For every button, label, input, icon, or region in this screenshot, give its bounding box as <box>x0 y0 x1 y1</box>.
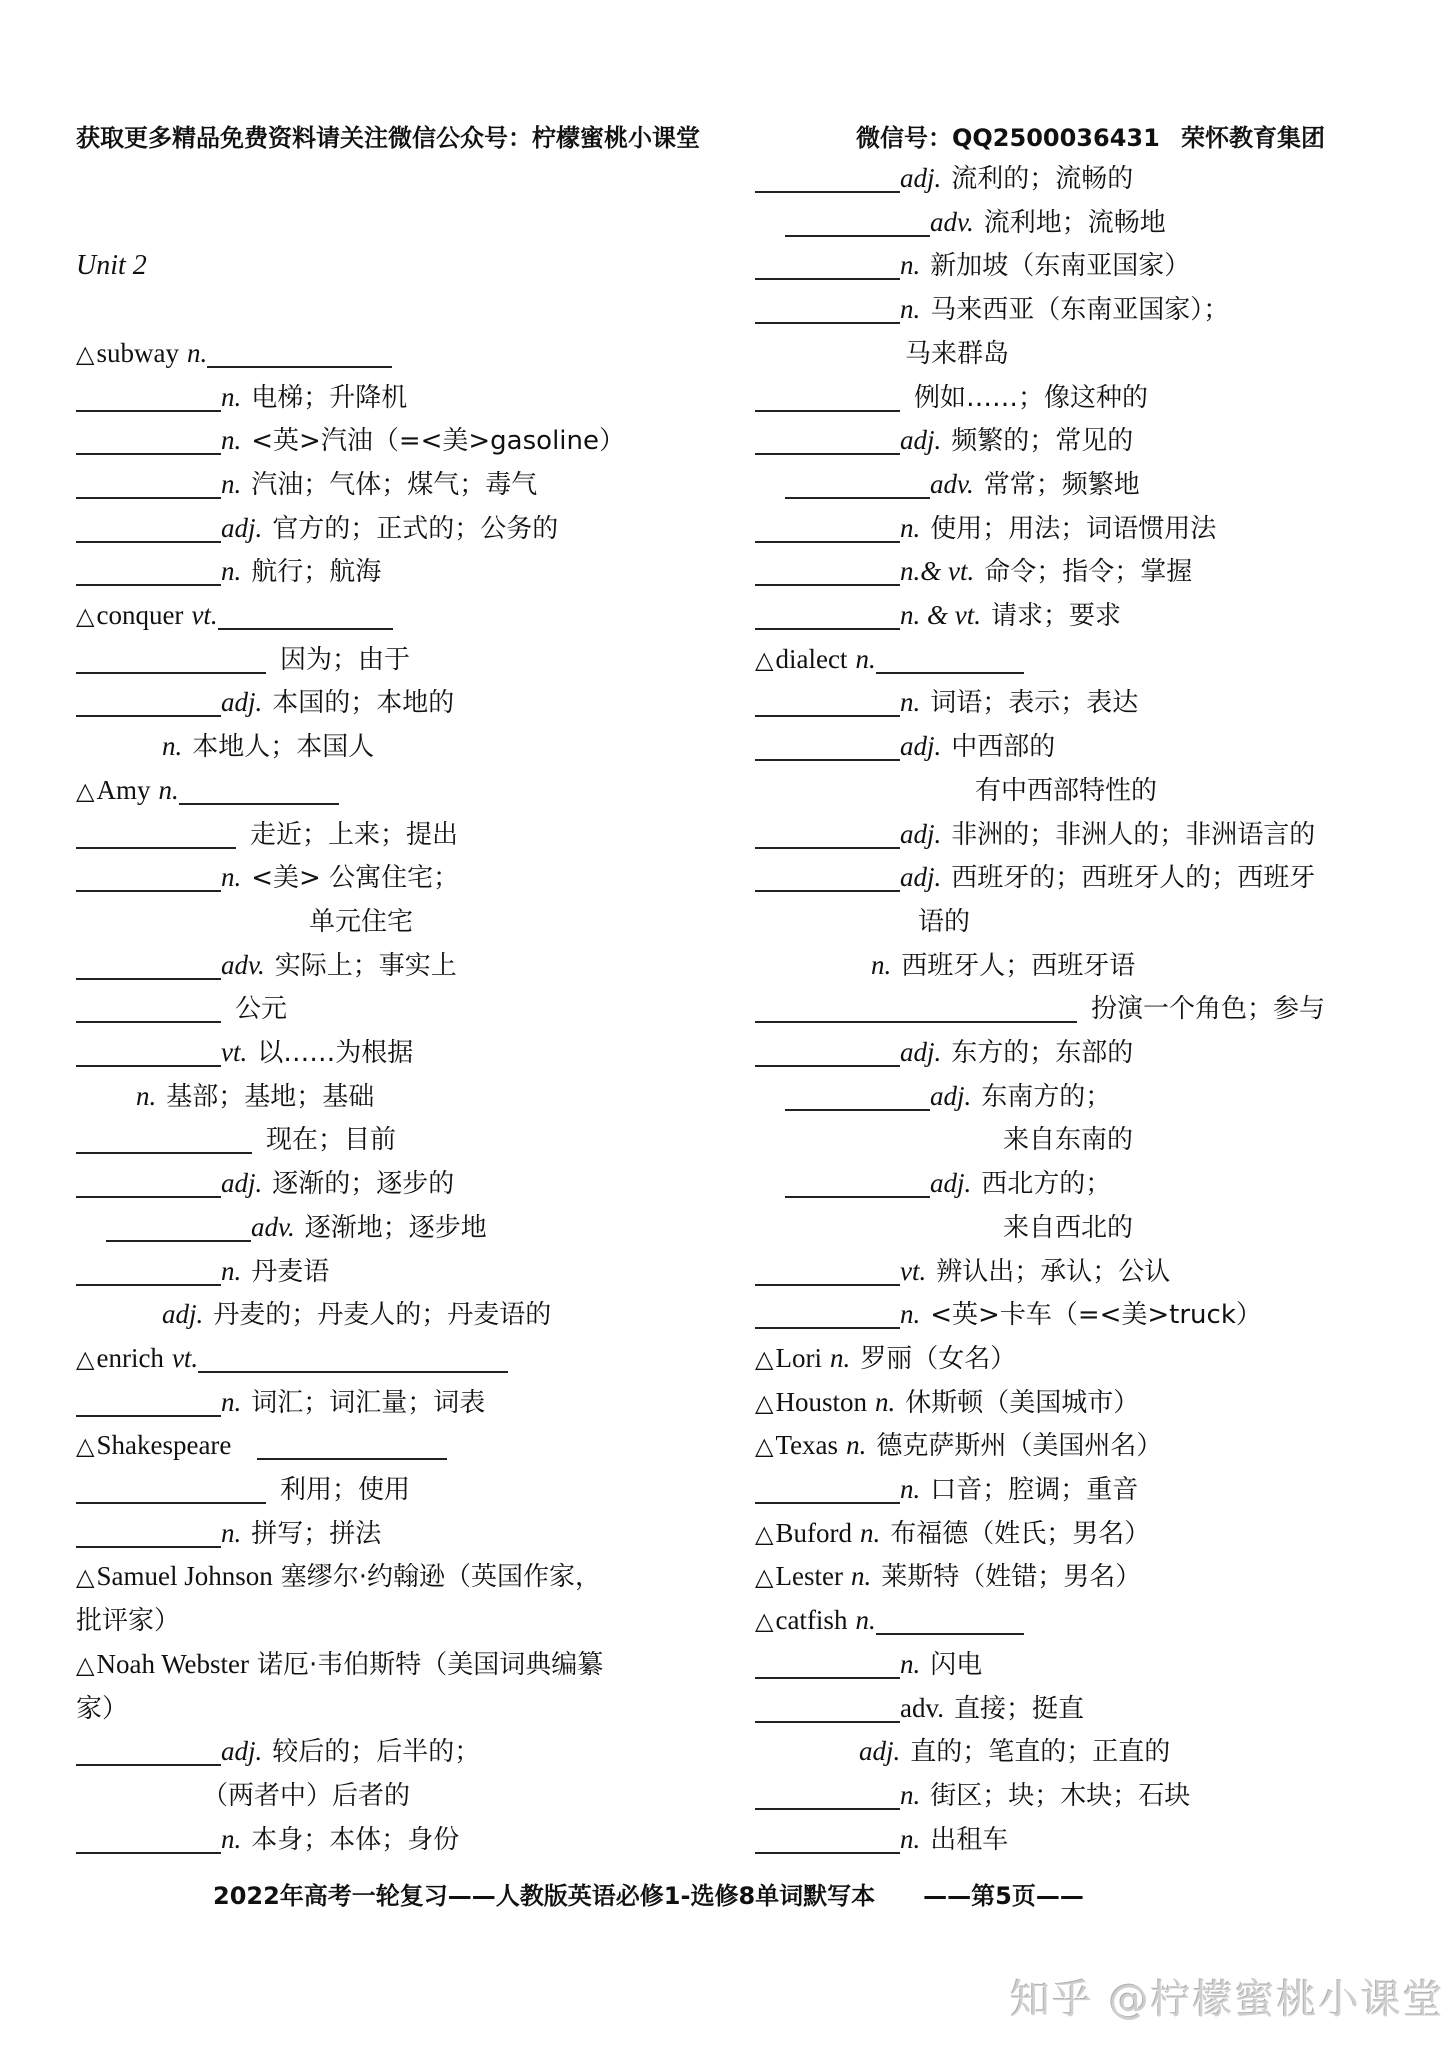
answer-blank[interactable] <box>755 423 900 455</box>
vocab-row <box>76 1469 410 1509</box>
chinese-meaning: 使用；用法；词语惯用法 <box>930 513 1217 544</box>
header-org-name: 荣怀教育集团 <box>1181 124 1325 152</box>
vocab-row <box>76 420 625 460</box>
headword: conquer <box>96 600 184 630</box>
answer-blank[interactable] <box>76 642 266 674</box>
part-of-speech: n. <box>900 1779 921 1810</box>
part-of-speech: n. <box>186 337 208 368</box>
headword: Noah Webster <box>96 1648 250 1679</box>
part-of-speech: n. <box>221 381 242 412</box>
vocab-row <box>785 464 1140 504</box>
part-of-speech: vt. <box>191 600 218 630</box>
zhihu-watermark: 知乎 @柠檬蜜桃小课堂 <box>1010 1977 1445 2023</box>
answer-blank[interactable] <box>76 511 221 543</box>
answer-blank[interactable] <box>76 554 221 586</box>
part-of-speech: n. <box>136 1080 157 1111</box>
part-of-speech: adj. <box>930 1168 972 1199</box>
answer-blank[interactable] <box>76 423 221 455</box>
headword: Lori <box>775 1342 822 1373</box>
vocab-row <box>76 595 393 635</box>
vocab-row <box>76 245 147 285</box>
part-of-speech: adj. <box>221 687 263 718</box>
vocab-row <box>76 1688 128 1728</box>
answer-blank[interactable] <box>76 1516 221 1548</box>
chinese-meaning: 流利地；流畅地 <box>983 207 1166 238</box>
vocab-row <box>76 551 381 591</box>
part-of-speech: adj. <box>900 1037 942 1067</box>
vocab-row <box>755 1382 1139 1422</box>
part-of-speech: n. <box>900 1474 921 1504</box>
vocab-row <box>76 1119 396 1159</box>
answer-blank[interactable] <box>755 161 900 193</box>
vocab-row <box>755 1644 982 1684</box>
vocab-row <box>871 945 1135 985</box>
chinese-meaning: 辨认出；承认；公认 <box>936 1256 1171 1287</box>
part-of-speech: adj. <box>900 862 942 893</box>
answer-blank[interactable] <box>76 1734 221 1766</box>
part-of-speech: adj. <box>900 425 942 456</box>
vocab-row <box>755 1513 1150 1553</box>
part-of-speech: n. <box>221 468 242 499</box>
chinese-meaning: 本身；本体；身份 <box>251 1824 460 1855</box>
part-of-speech: vt. <box>221 1037 248 1067</box>
chinese-meaning: 本国的；本地的 <box>272 688 455 719</box>
vocab-row <box>76 508 558 548</box>
part-of-speech: n. <box>900 1823 921 1854</box>
headword: Shakespeare <box>96 1430 232 1461</box>
chinese-meaning: 命令；指令；掌握 <box>984 557 1193 588</box>
part-of-speech: adv. <box>930 206 974 237</box>
chinese-meaning: 家） <box>76 1693 129 1724</box>
vocab-row <box>755 420 1133 460</box>
chinese-meaning: 罗丽（女名） <box>860 1343 1017 1374</box>
chinese-meaning: 来自西北的 <box>1003 1212 1134 1243</box>
answer-blank[interactable] <box>755 860 900 892</box>
vocab-row <box>202 1775 410 1815</box>
page-footer <box>213 1876 1084 1911</box>
chinese-meaning: 流利的；流畅的 <box>951 164 1134 194</box>
chinese-meaning: 丹麦语 <box>251 1256 330 1287</box>
vocab-row <box>76 1032 413 1072</box>
chinese-meaning: 休斯顿（美国城市） <box>905 1387 1140 1418</box>
answer-blank[interactable] <box>755 511 900 543</box>
vocab-row <box>755 1032 1133 1072</box>
headword: Houston <box>775 1386 867 1417</box>
chinese-meaning: 莱斯特（姓错；男名） <box>881 1562 1142 1593</box>
vocab-row <box>755 595 1121 635</box>
chinese-meaning: 西北方的； <box>981 1169 1112 1200</box>
vocab-row <box>785 202 1166 242</box>
page-number: ——第5页—— <box>923 1882 1084 1910</box>
answer-blank[interactable] <box>755 292 900 324</box>
vocab-row <box>1003 1207 1133 1247</box>
vocab-row <box>755 289 1229 329</box>
vocab-row <box>755 682 1138 722</box>
vocab-row <box>162 1294 551 1334</box>
headword: Texas <box>775 1430 839 1461</box>
headword: enrich <box>96 1342 164 1373</box>
vocab-row <box>76 770 339 810</box>
triangle-marker-icon: △ <box>755 1344 774 1373</box>
part-of-speech: n.& vt. <box>900 556 975 587</box>
answer-blank[interactable] <box>876 642 1024 674</box>
answer-blank[interactable] <box>785 467 930 499</box>
vocab-row <box>755 1338 1016 1378</box>
vocab-row <box>755 1251 1170 1291</box>
answer-blank[interactable] <box>755 1035 900 1067</box>
vocab-row <box>76 1731 480 1771</box>
chinese-meaning: 本地人；本国人 <box>192 732 375 763</box>
part-of-speech: adj. <box>221 512 263 543</box>
part-of-speech: adj. <box>221 1168 263 1199</box>
answer-blank[interactable] <box>179 773 339 805</box>
page-header <box>76 118 1376 158</box>
part-of-speech: adj. <box>221 1736 263 1767</box>
vocab-row <box>309 901 413 941</box>
triangle-marker-icon: △ <box>755 1519 774 1548</box>
chinese-meaning: 基部；基地；基础 <box>166 1081 375 1112</box>
chinese-meaning: 口音；腔调；重音 <box>930 1475 1139 1505</box>
chinese-meaning: 街区；块；木块；石块 <box>930 1780 1191 1811</box>
part-of-speech: adj. <box>900 163 942 193</box>
answer-blank[interactable] <box>876 1603 1024 1635</box>
headword: Amy <box>96 774 151 805</box>
answer-blank[interactable] <box>106 1210 251 1242</box>
answer-blank[interactable] <box>76 1472 266 1504</box>
chinese-meaning: 中西部的 <box>951 732 1056 763</box>
chinese-meaning: 词语；表示；表达 <box>930 688 1139 719</box>
answer-blank[interactable] <box>785 1079 930 1111</box>
part-of-speech: n. <box>221 556 242 587</box>
headword: subway <box>96 337 179 368</box>
chinese-meaning: 西班牙人；西班牙语 <box>901 950 1136 981</box>
part-of-speech: vt. <box>171 1342 199 1373</box>
chinese-meaning: 拼写；拼法 <box>251 1518 382 1549</box>
answer-blank[interactable] <box>76 467 221 499</box>
vocab-row <box>755 1425 1162 1465</box>
chinese-meaning: <美> 公寓住宅； <box>251 863 460 894</box>
part-of-speech: n. <box>900 512 921 543</box>
triangle-marker-icon: △ <box>755 1432 774 1461</box>
chinese-meaning: 汽油；气体；煤气；毒气 <box>251 469 538 500</box>
part-of-speech: n. <box>859 1517 881 1548</box>
chinese-meaning: 扮演一个角色；参与 <box>1091 994 1326 1025</box>
chinese-meaning: 逐渐地；逐步地 <box>304 1212 487 1243</box>
vocab-row <box>76 857 459 897</box>
vocab-row <box>76 1382 485 1422</box>
vocab-row <box>76 1338 508 1378</box>
vocab-row <box>905 333 1009 373</box>
chinese-meaning: 布福德（姓氏；男名） <box>890 1518 1151 1549</box>
answer-blank[interactable] <box>755 991 1077 1023</box>
chinese-meaning: 例如……；像这种的 <box>914 382 1149 413</box>
part-of-speech: n. <box>158 774 179 805</box>
vocab-row <box>755 1294 1262 1334</box>
part-of-speech: adv. <box>900 1692 944 1723</box>
chinese-meaning: 非洲的；非洲人的；非洲语言的 <box>951 819 1316 850</box>
answer-blank[interactable] <box>755 1254 900 1286</box>
vocab-row <box>755 377 1148 417</box>
answer-blank[interactable] <box>257 1428 447 1460</box>
answer-blank[interactable] <box>76 860 221 892</box>
vocab-row <box>76 945 457 985</box>
vocab-row <box>162 726 374 766</box>
answer-blank[interactable] <box>755 598 900 630</box>
chinese-meaning: 出租车 <box>930 1824 1009 1855</box>
vocab-row <box>755 1600 1024 1640</box>
answer-blank[interactable] <box>76 1122 252 1154</box>
chinese-meaning: 东南方的； <box>981 1081 1112 1112</box>
answer-blank[interactable] <box>755 1691 900 1723</box>
chinese-meaning: 直接；挺直 <box>953 1693 1084 1724</box>
answer-blank[interactable] <box>755 554 900 586</box>
answer-blank[interactable] <box>785 1166 930 1198</box>
answer-blank[interactable] <box>218 598 393 630</box>
chinese-meaning: 语的 <box>918 906 971 937</box>
part-of-speech: n. <box>829 1342 851 1373</box>
answer-blank[interactable] <box>76 685 221 717</box>
headword: dialect <box>775 643 848 674</box>
chinese-meaning: 电梯；升降机 <box>251 382 408 413</box>
vocab-row <box>76 1556 601 1596</box>
header-promo-text: 获取更多精品免费资料请关注微信公众号：柠檬蜜桃小课堂 <box>76 124 700 152</box>
chinese-meaning: 德克萨斯州（美国州名） <box>876 1431 1163 1462</box>
triangle-marker-icon: △ <box>76 776 95 805</box>
chinese-meaning: 航行；航海 <box>251 557 382 588</box>
part-of-speech: adv. <box>930 468 974 499</box>
chinese-meaning: 西班牙的；西班牙人的；西班牙 <box>951 863 1316 894</box>
triangle-marker-icon: △ <box>76 1650 95 1679</box>
part-of-speech: n. <box>221 862 242 893</box>
headword: Buford <box>775 1517 852 1548</box>
chinese-meaning: 东方的；东部的 <box>951 1038 1134 1068</box>
answer-blank[interactable] <box>76 991 221 1023</box>
answer-blank[interactable] <box>76 1166 221 1198</box>
part-of-speech: n. <box>855 643 876 674</box>
vocab-row <box>755 158 1133 198</box>
answer-blank[interactable] <box>76 1385 221 1417</box>
chinese-meaning: 频繁的；常见的 <box>951 426 1134 457</box>
vocab-row <box>755 639 1024 679</box>
answer-blank[interactable] <box>755 685 900 717</box>
vocab-row <box>755 508 1216 548</box>
chinese-meaning: 批评家） <box>76 1606 181 1637</box>
vocab-row <box>76 1819 459 1859</box>
chinese-meaning: 请求；要求 <box>991 601 1122 631</box>
vocab-row <box>76 1513 381 1553</box>
vocab-row <box>755 726 1055 766</box>
vocab-row <box>785 1163 1111 1203</box>
answer-blank[interactable] <box>755 1822 900 1854</box>
triangle-marker-icon: △ <box>76 1563 95 1592</box>
vocab-row <box>785 1076 1111 1116</box>
chinese-meaning: 利用；使用 <box>280 1475 411 1505</box>
part-of-speech: vt. <box>900 1255 927 1286</box>
vocab-row <box>76 333 392 373</box>
answer-blank[interactable] <box>76 380 221 412</box>
answer-blank[interactable] <box>755 248 900 280</box>
headword: catfish <box>775 1605 848 1636</box>
chinese-meaning: 来自东南的 <box>1003 1125 1134 1156</box>
chinese-meaning: 马来西亚（东南亚国家）； <box>930 295 1230 326</box>
vocab-row <box>76 639 410 679</box>
chinese-meaning: <英>卡车（=<美>truck） <box>930 1300 1262 1331</box>
chinese-meaning: 走近；上来；提出 <box>250 819 459 850</box>
vocab-row <box>76 377 407 417</box>
vocab-row <box>1003 1119 1133 1159</box>
part-of-speech: n. <box>221 425 242 456</box>
chinese-meaning: 直的；笔直的；正直的 <box>910 1737 1171 1768</box>
header-wechat-id: 微信号：QQ2500036431 <box>856 124 1160 152</box>
chinese-meaning: （两者中）后者的 <box>202 1780 411 1811</box>
answer-blank[interactable] <box>207 336 392 368</box>
triangle-marker-icon: △ <box>755 645 774 674</box>
answer-blank[interactable] <box>755 817 900 849</box>
answer-blank[interactable] <box>755 1297 900 1329</box>
triangle-marker-icon: △ <box>755 1388 774 1417</box>
vocab-row <box>76 682 454 722</box>
headword: Samuel Johnson <box>96 1561 273 1592</box>
triangle-marker-icon: △ <box>76 1344 95 1373</box>
unit-title: Unit 2 <box>76 250 147 282</box>
vocab-row <box>76 1163 454 1203</box>
answer-blank[interactable] <box>785 205 930 237</box>
answer-blank[interactable] <box>76 1822 221 1854</box>
footer-title: 2022年高考一轮复习——人教版英语必修1-选修8单词默写本 <box>213 1882 876 1910</box>
vocab-row <box>76 1644 603 1684</box>
chinese-meaning: 词汇；词汇量；词表 <box>251 1387 486 1418</box>
answer-blank[interactable] <box>76 948 221 980</box>
vocab-row <box>76 1600 180 1640</box>
vocab-row <box>918 901 970 941</box>
part-of-speech: n. <box>871 949 892 980</box>
part-of-speech: n. <box>221 1255 242 1286</box>
vocab-row <box>76 988 287 1028</box>
chinese-meaning: 塞缪尔·约翰逊（英国作家， <box>280 1562 601 1593</box>
vocab-row <box>755 988 1325 1028</box>
vocab-row <box>755 1556 1141 1596</box>
chinese-meaning: 官方的；正式的；公务的 <box>272 513 559 544</box>
part-of-speech: n. <box>221 1386 242 1417</box>
answer-blank[interactable] <box>755 1647 900 1679</box>
part-of-speech: n. <box>900 294 921 325</box>
vocab-row <box>136 1076 374 1116</box>
answer-blank[interactable] <box>76 817 236 849</box>
part-of-speech: adj. <box>900 731 942 762</box>
vocab-row <box>755 245 1190 285</box>
vocab-row <box>755 1688 1084 1728</box>
vocab-row <box>755 1819 1008 1859</box>
part-of-speech: n. <box>874 1386 896 1417</box>
part-of-speech: n. <box>221 1823 242 1854</box>
answer-blank[interactable] <box>76 1254 221 1286</box>
vocab-row <box>755 1775 1190 1815</box>
part-of-speech: adv. <box>221 949 265 980</box>
chinese-meaning: 以……为根据 <box>257 1038 414 1068</box>
chinese-meaning: 因为；由于 <box>280 644 411 675</box>
chinese-meaning: <英>汽油（=<美>gasoline） <box>251 426 625 457</box>
vocab-row <box>859 1731 1170 1771</box>
chinese-meaning: 逐渐的；逐步的 <box>272 1169 455 1200</box>
chinese-meaning: 较后的；后半的； <box>272 1737 481 1768</box>
vocab-row <box>755 857 1315 897</box>
vocab-row <box>975 770 1157 810</box>
part-of-speech: n. <box>221 1517 242 1548</box>
chinese-meaning: 新加坡（东南亚国家） <box>930 251 1191 282</box>
triangle-marker-icon: △ <box>76 602 95 630</box>
triangle-marker-icon: △ <box>755 1563 774 1592</box>
triangle-marker-icon: △ <box>76 339 95 368</box>
part-of-speech: adj. <box>162 1299 204 1330</box>
chinese-meaning: 现在；目前 <box>266 1125 397 1156</box>
part-of-speech: n. <box>900 250 921 281</box>
part-of-speech: adj. <box>900 818 942 849</box>
chinese-meaning: 诺厄·韦伯斯特（美国词典编纂 <box>257 1649 604 1680</box>
chinese-meaning: 丹麦的；丹麦人的；丹麦语的 <box>213 1300 552 1331</box>
part-of-speech: n. <box>846 1430 867 1461</box>
headword: Lester <box>775 1561 843 1592</box>
part-of-speech: n. <box>850 1561 872 1592</box>
part-of-speech: adj. <box>930 1080 972 1111</box>
chinese-meaning: 实际上；事实上 <box>274 950 457 981</box>
vocab-row <box>755 814 1315 854</box>
answer-blank[interactable] <box>755 1472 900 1504</box>
chinese-meaning: 常常；频繁地 <box>983 469 1140 500</box>
answer-blank[interactable] <box>76 1035 221 1067</box>
triangle-marker-icon: △ <box>76 1432 95 1461</box>
part-of-speech: n. <box>900 1299 921 1330</box>
vocab-row <box>755 1469 1138 1509</box>
part-of-speech: n. <box>900 687 921 718</box>
answer-blank[interactable] <box>198 1341 508 1373</box>
part-of-speech: adj. <box>859 1736 901 1767</box>
vocab-row <box>76 1425 447 1465</box>
vocab-row <box>755 551 1192 591</box>
part-of-speech: n. <box>855 1605 876 1636</box>
chinese-meaning: 公元 <box>235 994 288 1025</box>
part-of-speech: n. & vt. <box>900 600 981 630</box>
answer-blank[interactable] <box>755 1778 900 1810</box>
vocab-row <box>106 1207 487 1247</box>
vocab-row <box>76 464 537 504</box>
vocab-row <box>76 814 458 854</box>
answer-blank[interactable] <box>755 729 900 761</box>
answer-blank[interactable] <box>755 380 900 412</box>
part-of-speech: adv. <box>251 1211 295 1242</box>
part-of-speech: n. <box>162 731 183 762</box>
chinese-meaning: 马来群岛 <box>905 338 1010 369</box>
vocab-row <box>76 1251 329 1291</box>
chinese-meaning: 有中西部特性的 <box>975 775 1158 806</box>
chinese-meaning: 单元住宅 <box>309 906 414 937</box>
triangle-marker-icon: △ <box>755 1607 774 1636</box>
chinese-meaning: 闪电 <box>930 1649 983 1680</box>
part-of-speech: n. <box>900 1648 921 1679</box>
